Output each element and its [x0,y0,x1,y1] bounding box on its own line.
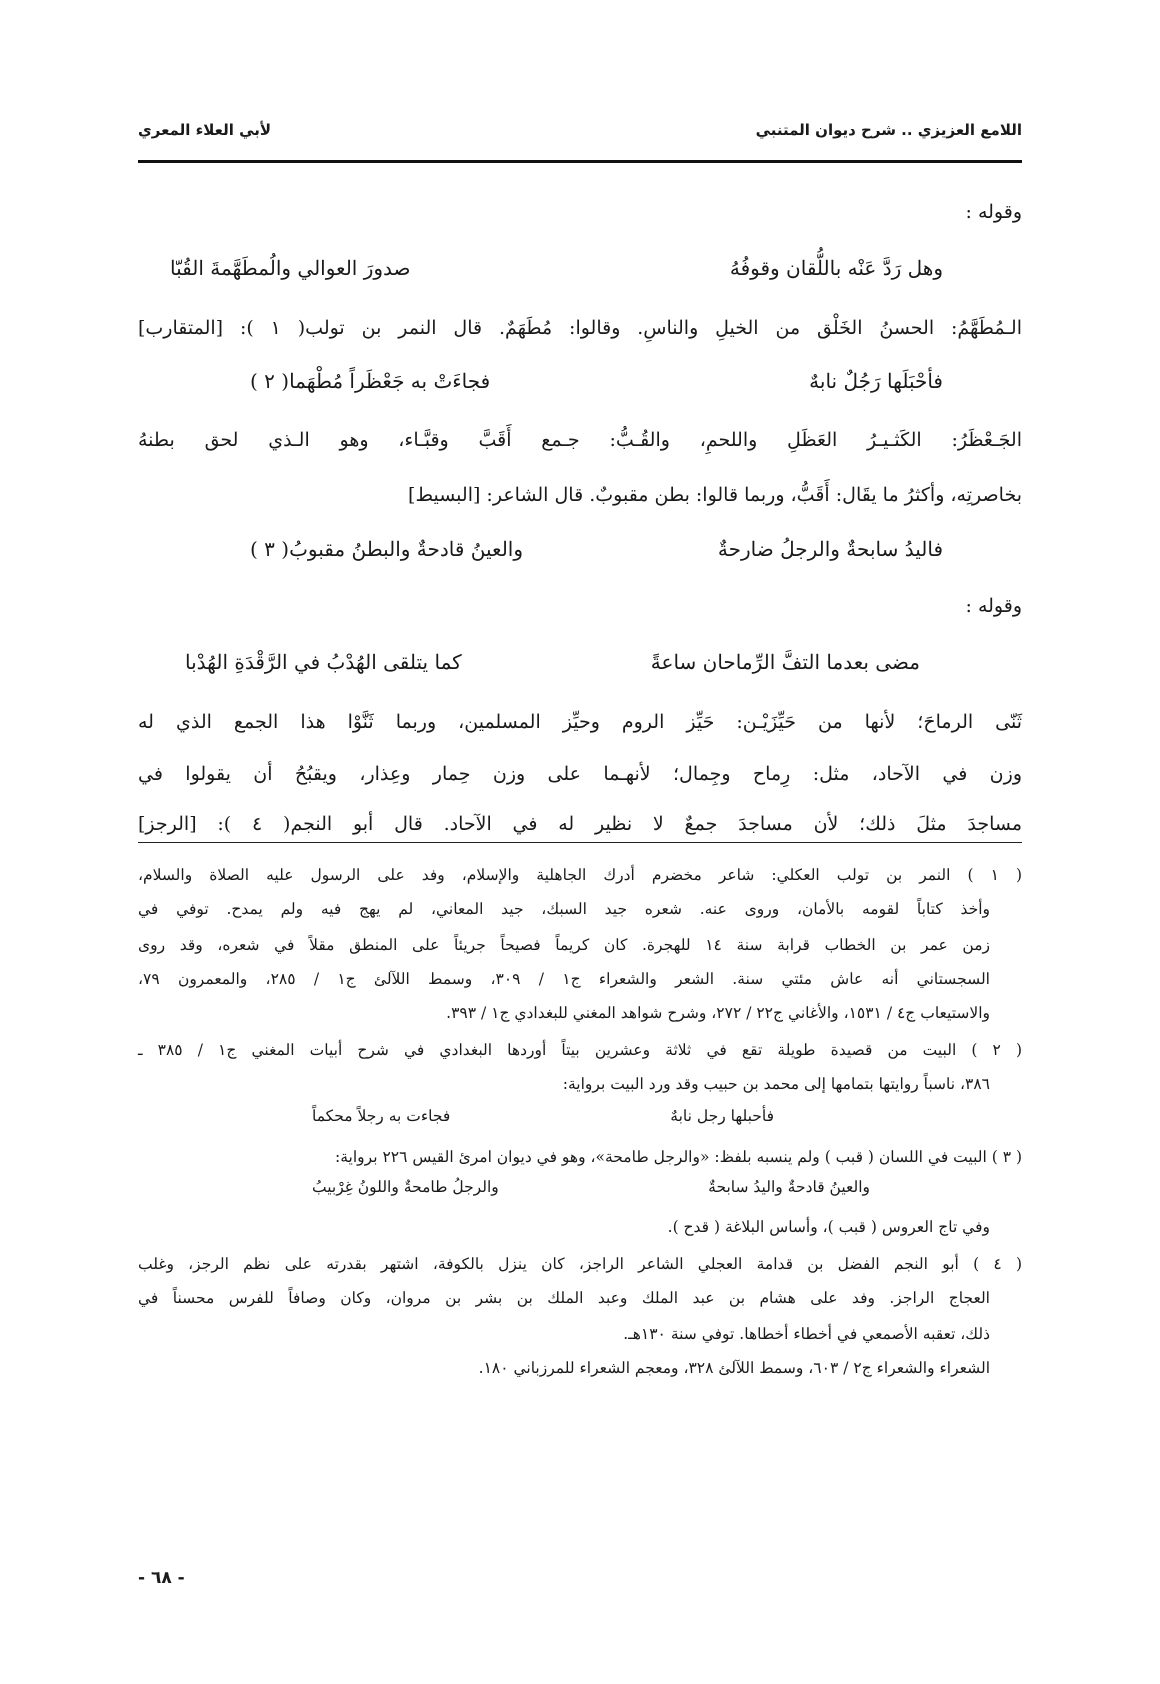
paragraph-line: ثَنّى الرماحَ؛ لأنها من حَيِّزَيْـن: حَيِّز الروم وحيِّز المسلمين، وربما ثَنَّوْا هذا الجمع الذي له [138,711,1022,733]
intro-line: وقوله : [965,201,1022,223]
footnote-line: ( ١ ) النمر بن تولب العكلي: شاعر مخضرم أدرك الجاهلية والإسلام، وفد على الرسول عليه الصلاة والسلام، [138,866,1022,884]
footnote-line: ( ٣ ) البيت في اللسان ( قبب ) ولم ينسبه بلفظ: «والرجل طامحة»، وهو في ديوان امرئ القيس ٢٢٦ برواية: [335,1148,1022,1166]
footnote-line: الشعراء والشعراء ج٢ / ٦٠٣، وسمط اللآلئ ٣٢٨، ومعجم الشعراء للمرزباني ١٨٠. [478,1359,990,1377]
running-header [138,115,1022,145]
page-number: - ٦٨ - [138,1568,185,1588]
paragraph-line: الـمُطَهَّمُ: الحسنُ الخَلْق من الخيلِ والناسِ. وقالوا: مُطَهَمٌ. قال النمر بن تولب( ١ ): [المتقارب] [138,317,1022,339]
footnote-line: ( ٢ ) البيت من قصيدة طويلة تقع في ثلاثة وعشرين بيتاً أوردها البغدادي في شرح أبيات المغني ج١ / ٣٨٥ ـ [138,1041,1022,1059]
footnote-verse-second: فجاءت به رجلاً محكماً [312,1107,451,1125]
footnote-verse-first: والعينُ قادحةٌ واليدُ سابحةٌ [708,1178,870,1196]
verse-second-hemistich: كما يتلقى الهُدْبُ في الرَّقْدَةِ الهُدْبا [185,650,462,674]
paragraph-line: بخاصرتِه، وأكثرُ ما يقَال: أَقَبُّ، وربما قالوا: بطن مقبوبٌ. قال الشاعر: [البسيط] [408,484,1022,506]
verse-first-hemistich: وهل رَدَّ عَنْه باللُّقان وقوفُهُ [729,256,943,280]
header-author: لأبي العلاء المعري [138,121,272,139]
header-rule [138,160,1022,163]
intro-line: وقوله : [965,595,1022,617]
paragraph-line: وزن في الآحاد، مثل: رِماح وجِمال؛ لأنهـما على وزن حِمار وعِذار، ويقبُحُ أن يقولوا في [138,763,1022,785]
paragraph-line: مساجدَ مثلَ ذلك؛ لأن مساجدَ جمعٌ لا نظير له في الآحاد. قال أبو النجم( ٤ ): [الرجز] [138,813,1022,835]
footnote-line: وفي تاج العروس ( قبب )، وأساس البلاغة ( قدح ). [667,1218,990,1236]
footnote-line: السجستاني أنه عاش مئتي سنة. الشعر والشعراء ج١ / ٣٠٩، وسمط اللآلئ ج١ / ٢٨٥، والمعمرون ٧٩، [138,970,990,988]
footnote-verse-second: والرجلُ طامحةٌ واللونُ غِرْبيبُ [312,1178,499,1196]
verse-second-hemistich: والعينُ قادحةٌ والبطنُ مقبوبُ( ٣ ) [250,537,524,561]
footnote-line: ٣٨٦، ناسباً روايتها بتمامها إلى محمد بن حبيب وقد ورد البيت برواية: [562,1075,990,1093]
verse-first-hemistich: فأحْبَلَها رَجُلٌ نابهٌ [809,369,943,393]
footnote-line: والاستيعاب ج٤ / ١٥٣١، والأغاني ج٢٢ / ٢٧٢، وشرح شواهد المغني للبغدادي ج١ / ٣٩٣. [446,1004,990,1022]
verse-first-hemistich: فاليدُ سابحةٌ والرجلُ ضارحةٌ [717,537,943,561]
verse-first-hemistich: مضى بعدما التفَّ الرِّماحان ساعةً [650,650,920,674]
verse-second-hemistich: صدورَ العوالي والُمطَهَّمةَ القُبّا [170,256,411,280]
paragraph-line: الجَـعْظَرُ: الكَثـيـرُ العَظَلِ واللحمِ، والقُـبُّ: جـمع أَقَبَّ وقبَّـاء، وهو الـذي لحق بطنهُ [138,429,1022,451]
verse-second-hemistich: فجاءَتْ به جَعْظَراً مُطْهَما( ٢ ) [250,369,491,393]
footnote-line: زمن عمر بن الخطاب قرابة سنة ١٤ للهجرة. كان كريماً فصيحاً جريئاً على المنطق مقلاً في شعره، وقد روى [138,936,990,954]
footnote-line: وأخذ كتاباً لقومه بالأمان، وروى عنه. شعره جيد السبك، جيد المعاني، لم يهج فيه ولم يمدح. توفي في [138,900,990,918]
footnote-line: ( ٤ ) أبو النجم الفضل بن قدامة العجلي الشاعر الراجز، كان ينزل بالكوفة، اشتهر بقدرته على نظم الرجز، وغلب [138,1255,1022,1273]
footnote-separator [138,842,1022,843]
footnote-verse-first: فأحبلها رجل نابهٌ [670,1107,774,1125]
header-book-title: اللامع العزيزي .. شرح ديوان المتنبي [755,121,1022,139]
footnote-line: العجاج الراجز. وفد على هشام بن عبد الملك وعبد الملك بن بشر بن مروان، وكان وصافاً للفرس محسناً في [138,1289,990,1307]
footnote-line: ذلك، تعقبه الأصمعي في أخطاء أخطاها. توفي سنة ١٣٠هـ. [623,1325,990,1343]
